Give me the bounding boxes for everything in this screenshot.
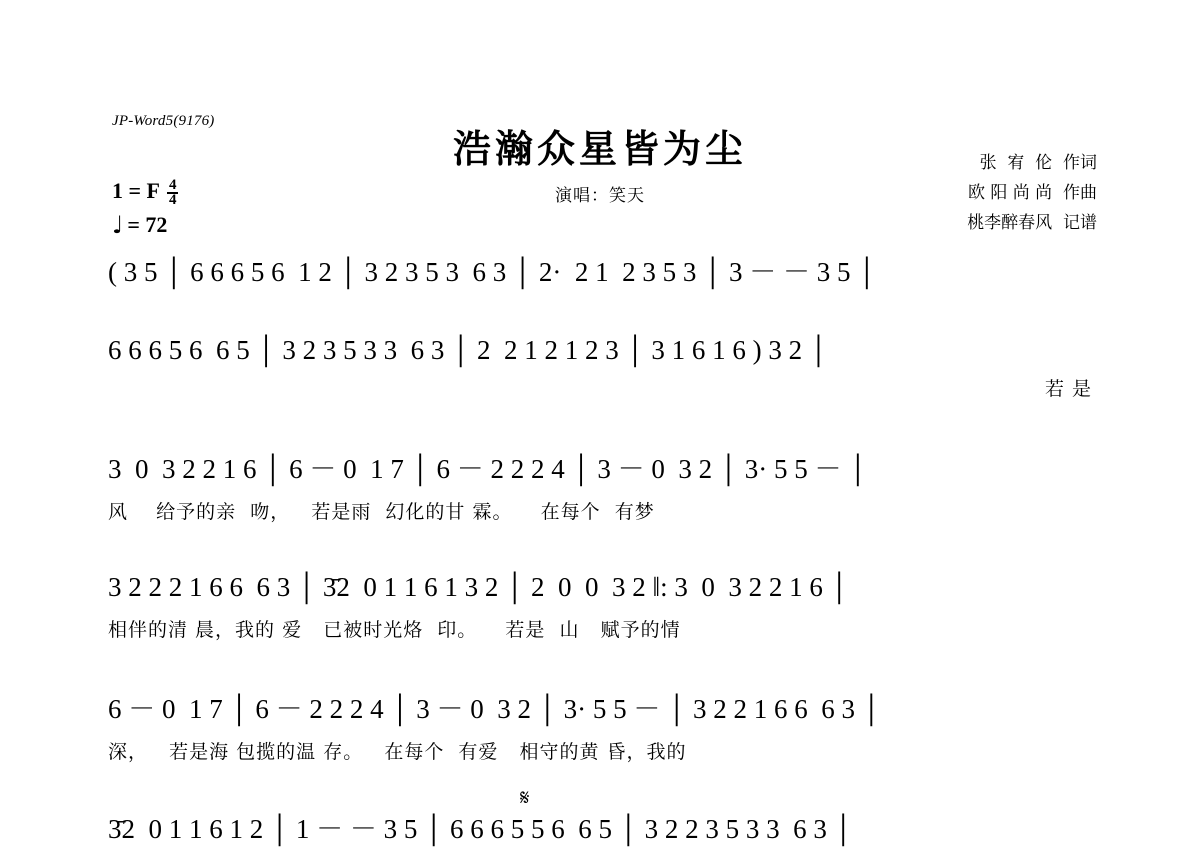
music-system-1 (108, 255, 1092, 289)
notation-line: ( 3 5 │ 6 6 6 5 6 1 2 │ 3 2 3 5 3 6 3 │ 2· 2 1 2 3 5 3 │ 3 － － 3 5 │ (108, 257, 877, 287)
tempo-value: = 72 (127, 212, 168, 237)
music-system-5 (108, 692, 1092, 766)
lyrics-line: 深， 若是海 包揽的温 存。 在每个 有爱 相守的黄 昏，我的 (108, 741, 687, 763)
credits-block (967, 148, 1097, 238)
music-system-4 (108, 570, 1092, 644)
key-signature-label: 1 = F (112, 178, 160, 203)
notation-line: 3 2 2 2 1 6 6 6 3 │ 3̄2 0 1 1 6 1 3 2 │ 2 0 0 3 2 ‖: 3 0 3 2 2 1 6 │ (108, 572, 849, 602)
notation-line: 3 0 3 2 2 1 6 │ 6 － 0 1 7 │ 6 － 2 2 2 4 │ 3 － 0 3 2 │ 3· 5 5 － │ (108, 454, 868, 484)
song-subtitle: 演唱：笑天 (555, 186, 645, 206)
document-code: JP-Word5(9176) (112, 113, 215, 129)
tempo-marking (112, 212, 167, 238)
quarter-note-icon: ♩ (112, 211, 124, 239)
notation-line: 3̄2 0 1 1 6 1 2 │ 1 － － 3 5 │ 6 6 6 5 5 6 6 5 │ 3 2 2 3 5 3 3 6 3 │ (108, 814, 853, 844)
notation-line: 6 6 6 5 6 6 5 │ 3 2 3 5 3 3 6 3 │ 2 2 1 2 1 2 3 │ 3 1 6 1 6 ) 3 2 │ (108, 335, 829, 365)
key-signature (112, 178, 178, 207)
credit-composer: 欧 阳 尚 尚 作曲 (967, 183, 1097, 203)
song-title: 浩瀚众星皆为尘 (452, 126, 747, 171)
time-signature-numerator: 4 (168, 177, 177, 193)
lyrics-line: 若 是 (1044, 378, 1092, 400)
credit-lyricist: 张 宥 伦 作词 (979, 153, 1097, 173)
music-system-6 (108, 812, 1092, 846)
lyrics-line: 风 给予的亲 吻， 若是雨 幻化的甘 霖。 在每个 有梦 (108, 501, 655, 523)
lyrics-line: 相伴的清 晨，我的 爱 已被时光烙 印。 若是 山 赋予的情 (108, 619, 681, 641)
music-system-2 (108, 333, 1092, 403)
credit-transcriber: 桃李醉春风 记谱 (967, 213, 1097, 233)
music-system-3 (108, 452, 1092, 526)
segno-icon: 𝄋 (520, 786, 530, 811)
time-signature (167, 179, 179, 207)
notation-line: 6 － 0 1 7 │ 6 － 2 2 2 4 │ 3 － 0 3 2 │ 3· 5 5 － │ 3 2 2 1 6 6 6 3 │ (108, 694, 881, 724)
time-signature-denominator: 4 (168, 192, 177, 208)
